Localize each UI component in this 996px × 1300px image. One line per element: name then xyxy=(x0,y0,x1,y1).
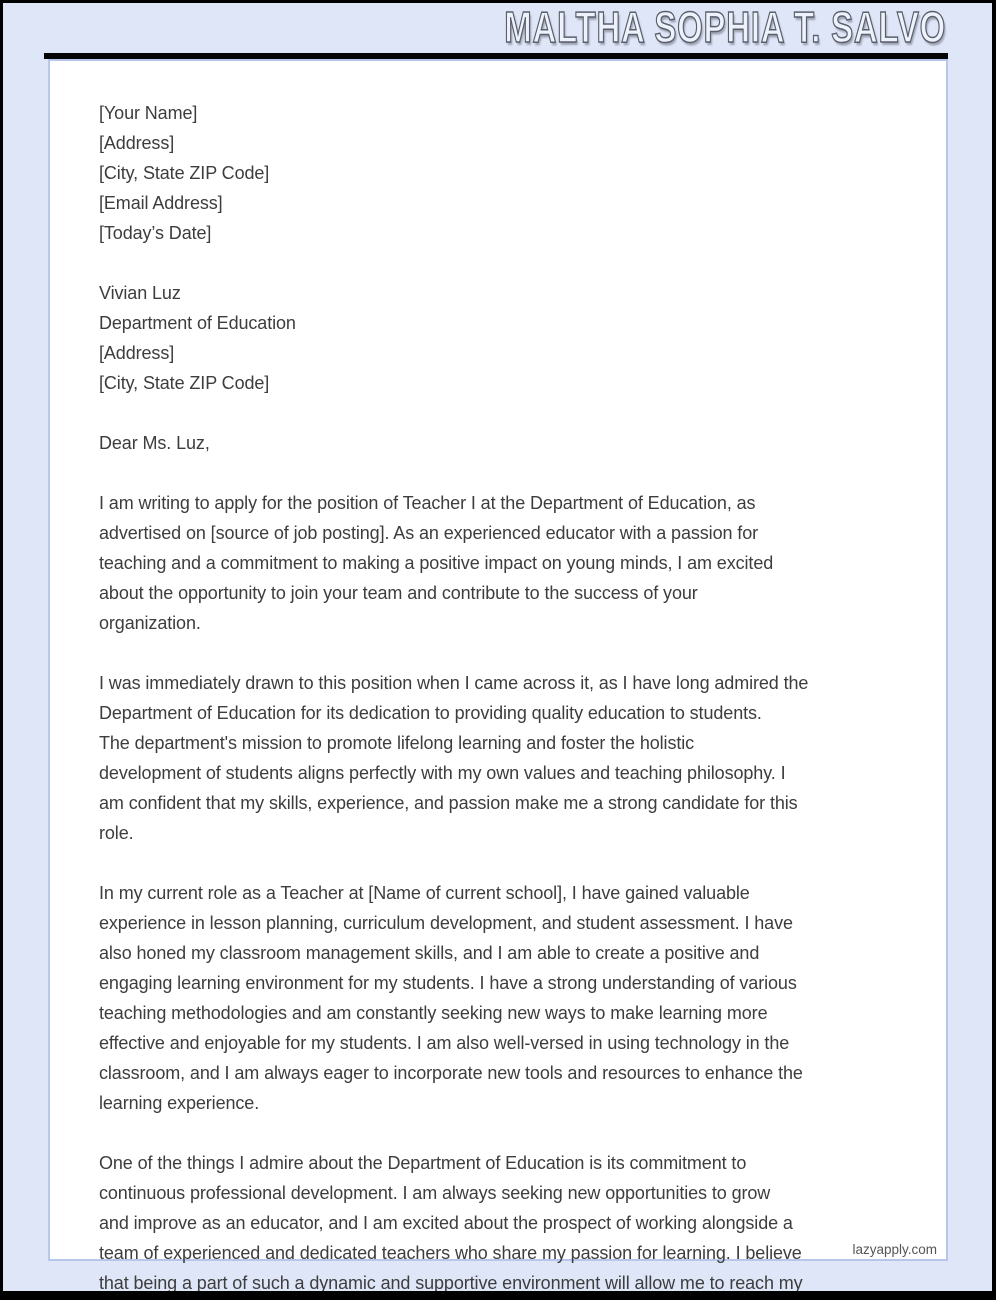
recipient-name-line: Vivian Luz xyxy=(99,283,181,303)
sender-name-line: [Your Name] xyxy=(99,103,198,123)
letter-line: advertised on [source of job posting]. As an experienced educator with a passion for xyxy=(99,523,759,543)
letter-line: that being a part of such a dynamic and supportive environment will allow me to reach my xyxy=(99,1273,803,1293)
sender-date-line: [Today’s Date] xyxy=(99,223,212,243)
header-divider-bar xyxy=(44,53,948,59)
recipient-address-line: [Address] xyxy=(99,343,175,363)
sender-block xyxy=(99,98,891,248)
letter-line: also honed my classroom management skills, and I am able to create a positive and xyxy=(99,943,760,963)
paragraph xyxy=(99,488,891,638)
sender-address-line: [Address] xyxy=(99,133,175,153)
sender-email-line: [Email Address] xyxy=(99,193,223,213)
letter-line: experience in lesson planning, curriculum development, and student assessment. I have xyxy=(99,913,793,933)
letter-line: Department of Education for its dedication to providing quality education to students. xyxy=(99,703,762,723)
letter-line: The department's mission to promote lifelong learning and foster the holistic xyxy=(99,733,695,753)
paragraph xyxy=(99,668,891,848)
letter-line: I was immediately drawn to this position when I came across it, as I have long admired the xyxy=(99,673,809,693)
letter-line: teaching and a commitment to making a positive impact on young minds, I am excited xyxy=(99,553,774,573)
letter-page xyxy=(48,59,948,1293)
recipient-block xyxy=(99,278,891,398)
letter-line: am confident that my skills, experience, and passion make me a strong candidate for this xyxy=(99,793,798,813)
salutation-line: Dear Ms. Luz, xyxy=(99,433,210,453)
lazyapply-watermark: lazyapply.com xyxy=(852,1242,937,1257)
letter-line: classroom, and I am always eager to incorporate new tools and resources to enhance the xyxy=(99,1063,803,1083)
letter-line: effective and enjoyable for my students. I am also well-versed in using technology in the xyxy=(99,1033,790,1053)
recipient-city-line: [City, State ZIP Code] xyxy=(99,373,270,393)
letter-body xyxy=(50,61,946,1298)
letter-line: One of the things I admire about the Department of Education is its commitment to xyxy=(99,1153,747,1173)
document-owner-name: MALTHA SOPHIA T. SALVO xyxy=(504,3,946,52)
letter-line: teaching methodologies and am constantly seeking new ways to make learning more xyxy=(99,1003,768,1023)
letter-line: learning experience. xyxy=(99,1093,260,1113)
recipient-org-line: Department of Education xyxy=(99,313,296,333)
letter-line: organization. xyxy=(99,613,201,633)
letter-line: In my current role as a Teacher at [Name of current school], I have gained valuable xyxy=(99,883,750,903)
paragraph xyxy=(99,1148,891,1298)
letter-line: I am writing to apply for the position of Teacher I at the Department of Education, as xyxy=(99,493,756,513)
letter-line: team of experienced and dedicated teachers who share my passion for learning. I believe xyxy=(99,1243,802,1263)
letter-line: about the opportunity to join your team and contribute to the success of your xyxy=(99,583,698,603)
sender-city-line: [City, State ZIP Code] xyxy=(99,163,270,183)
letter-line: role. xyxy=(99,823,134,843)
letter-line: development of students aligns perfectly with my own values and teaching philosophy. I xyxy=(99,763,786,783)
paragraph xyxy=(99,878,891,1118)
letter-line: and improve as an educator, and I am excited about the prospect of working alongside a xyxy=(99,1213,793,1233)
letter-line: engaging learning environment for my students. I have a strong understanding of various xyxy=(99,973,797,993)
letter-line: continuous professional development. I am always seeking new opportunities to grow xyxy=(99,1183,771,1203)
salutation xyxy=(99,428,891,458)
